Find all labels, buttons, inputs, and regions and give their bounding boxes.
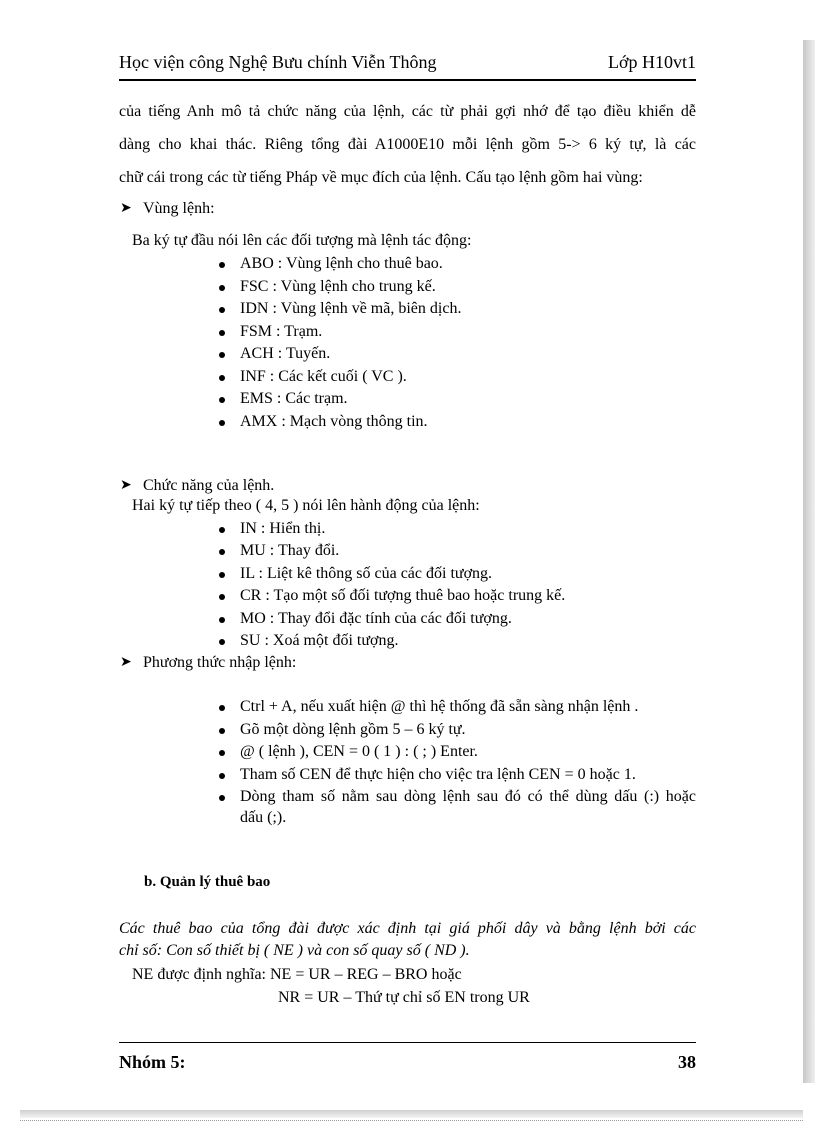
italic-line-1: Các thuê bao của tổng đài được xác định tại giá phối dây và bằng lệnh bởi các bbox=[119, 920, 696, 937]
bullet-dot-icon bbox=[219, 549, 225, 555]
list-item: Gõ một dòng lệnh gồm 5 – 6 ký tự. bbox=[240, 721, 466, 738]
list-item: ACH : Tuyến. bbox=[240, 345, 331, 362]
arrow-bullet-icon: ➤ bbox=[120, 655, 132, 670]
bullet-dot-icon bbox=[219, 639, 225, 645]
intro-line-3: chữ cái trong các từ tiếng Pháp về mục đích của lệnh. Cấu tạo lệnh gồm hai vùng: bbox=[119, 169, 643, 186]
bullet-dot-icon bbox=[219, 375, 225, 381]
list-item: EMS : Các trạm. bbox=[240, 390, 348, 407]
section3-heading: Phương thức nhập lệnh: bbox=[143, 654, 297, 671]
italic-line-2: chỉ số: Con số thiết bị ( NE ) và con số quay số ( ND ). bbox=[119, 942, 470, 959]
list-item: IDN : Vùng lệnh về mã, biên dịch. bbox=[240, 300, 462, 317]
bullet-dot-icon bbox=[219, 572, 225, 578]
section2-intro: Hai ký tự tiếp theo ( 4, 5 ) nói lên hành động của lệnh: bbox=[132, 497, 480, 514]
bullet-dot-icon bbox=[219, 262, 225, 268]
list-item: INF : Các kết cuối ( VC ). bbox=[240, 368, 407, 385]
list-item: Ctrl + A, nếu xuất hiện @ thì hệ thống đã sẵn sàng nhận lệnh . bbox=[240, 698, 639, 715]
list-item: Dòng tham số nằm sau dòng lệnh sau đó có thể dùng dấu (:) hoặc bbox=[240, 788, 696, 805]
bullet-dot-icon bbox=[219, 527, 225, 533]
bullet-dot-icon bbox=[219, 728, 225, 734]
list-item: MO : Thay đổi đặc tính của các đối tượng. bbox=[240, 610, 512, 627]
intro-line-1: của tiếng Anh mô tả chức năng của lệnh, các từ phải gợi nhớ để tạo điều khiển dễ bbox=[119, 103, 696, 120]
bullet-dot-icon bbox=[219, 773, 225, 779]
list-item: SU : Xoá một đối tượng. bbox=[240, 632, 399, 649]
definition-line-1: NE được định nghĩa: NE = UR – REG – BRO hoặc bbox=[132, 966, 462, 983]
subsection-heading: b. Quản lý thuê bao bbox=[144, 874, 271, 890]
page-edge-dotted bbox=[20, 1120, 803, 1121]
page-shadow-right bbox=[803, 40, 815, 1083]
arrow-bullet-icon: ➤ bbox=[120, 201, 132, 216]
page-header bbox=[119, 52, 696, 76]
bullet-dot-icon bbox=[219, 397, 225, 403]
bullet-dot-icon bbox=[219, 420, 225, 426]
header-class: Lớp H10vt1 bbox=[607, 52, 696, 72]
list-item-continuation: dấu (;). bbox=[240, 809, 287, 826]
footer-group: Nhóm 5: bbox=[119, 1052, 186, 1072]
section2-heading: Chức năng của lệnh. bbox=[143, 477, 275, 494]
list-item: FSC : Vùng lệnh cho trung kế. bbox=[240, 278, 436, 295]
section1-intro: Ba ký tự đầu nói lên các đối tượng mà lệnh tác động: bbox=[132, 232, 472, 249]
page-shadow-bottom bbox=[20, 1110, 803, 1118]
bullet-dot-icon bbox=[219, 750, 225, 756]
intro-line-2: dàng cho khai thác. Riêng tổng đài A1000E10 mỗi lệnh gồm 5-> 6 ký tự, là các bbox=[119, 136, 696, 153]
header-rule bbox=[119, 79, 696, 81]
list-item: IN : Hiển thị. bbox=[240, 520, 326, 537]
list-item: @ ( lệnh ), CEN = 0 ( 1 ) : ( ; ) Enter. bbox=[240, 743, 478, 760]
definition-line-2: NR = UR – Thứ tự chỉ số EN trong UR bbox=[278, 989, 530, 1006]
bullet-dot-icon bbox=[219, 352, 225, 358]
list-item: FSM : Trạm. bbox=[240, 323, 323, 340]
bullet-dot-icon bbox=[219, 795, 225, 801]
list-item: MU : Thay đổi. bbox=[240, 542, 340, 559]
bullet-dot-icon bbox=[219, 285, 225, 291]
list-item: AMX : Mạch vòng thông tin. bbox=[240, 413, 428, 430]
section1-heading: Vùng lệnh: bbox=[143, 200, 215, 217]
page-number: 38 bbox=[678, 1052, 696, 1072]
footer-rule bbox=[119, 1042, 696, 1043]
bullet-dot-icon bbox=[219, 594, 225, 600]
list-item: IL : Liệt kê thông số của các đối tượng. bbox=[240, 565, 493, 582]
bullet-dot-icon bbox=[219, 617, 225, 623]
bullet-dot-icon bbox=[219, 307, 225, 313]
arrow-bullet-icon: ➤ bbox=[120, 478, 132, 493]
bullet-dot-icon bbox=[219, 705, 225, 711]
page-footer bbox=[119, 1052, 696, 1076]
list-item: ABO : Vùng lệnh cho thuê bao. bbox=[240, 255, 443, 272]
list-item: CR : Tạo một số đối tượng thuê bao hoặc trung kế. bbox=[240, 587, 566, 604]
header-institution: Học viện công Nghệ Bưu chính Viễn Thông bbox=[119, 52, 437, 72]
bullet-dot-icon bbox=[219, 330, 225, 336]
list-item: Tham số CEN để thực hiện cho việc tra lệnh CEN = 0 hoặc 1. bbox=[240, 766, 636, 783]
